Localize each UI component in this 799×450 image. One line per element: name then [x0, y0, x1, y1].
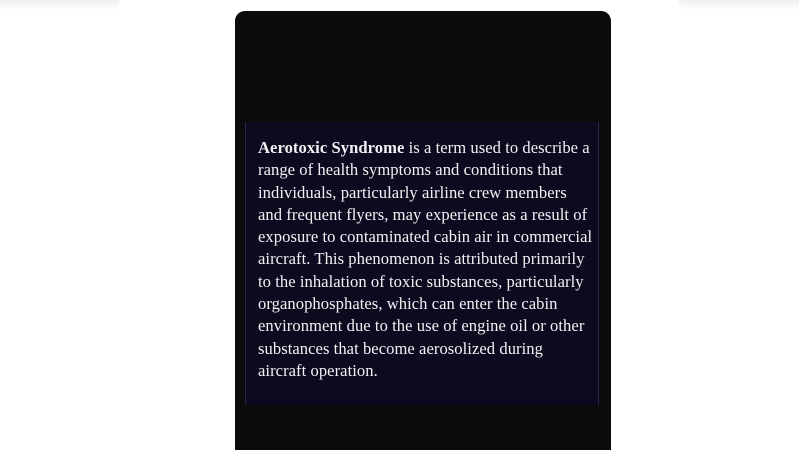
image-card	[235, 11, 611, 450]
background-shadow-left	[0, 0, 120, 10]
definition-paragraph	[258, 137, 594, 382]
background-shadow-right	[679, 0, 799, 10]
text-panel	[245, 122, 599, 405]
term-heading: Aerotoxic Syndrome	[258, 138, 405, 157]
definition-text: is a term used to describe a range of health symptoms and conditions that individuals, particularly airline crew members and frequent flyers, may experience as a result of exposure to contaminated cabin air in commercial aircraft. This phenomenon is attributed primarily to the inhalation of toxic substances, particularly organophosphates, which can enter the cabin environment due to the use of engine oil or other substances that become aerosolized during aircraft operation.	[258, 138, 593, 380]
